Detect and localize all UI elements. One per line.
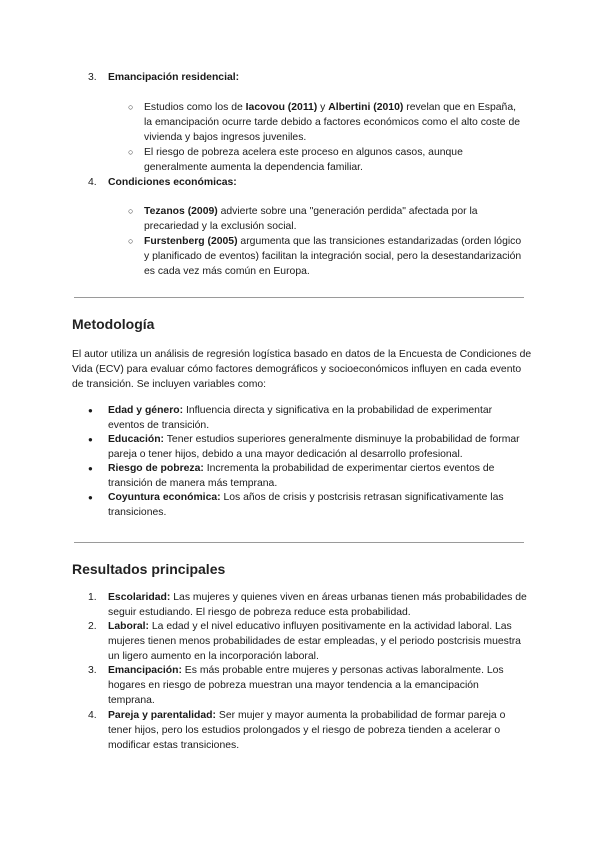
- list-number: 3.: [88, 665, 97, 676]
- list-item-emancipacion: [88, 70, 528, 85]
- bullet-label: Educación:: [108, 434, 165, 445]
- list-number: 2.: [88, 621, 97, 632]
- list-item-label: Emancipación:: [108, 665, 182, 676]
- filled-circle-bullet: ●: [88, 493, 93, 502]
- section-heading-metodologia: Metodología: [72, 316, 155, 332]
- list-item-title: Emancipación residencial:: [108, 72, 240, 83]
- text-segment: y: [317, 102, 329, 113]
- bullet-text: Tener estudios superiores generalmente disminuye la probabilidad de formar pareja o tener hijos, debido a una mayor dedicación al desarrollo profesional.: [108, 434, 520, 460]
- author-citation: Tezanos (2009): [144, 206, 218, 217]
- filled-circle-bullet: ●: [88, 464, 93, 473]
- bullet-text: Los años de crisis y postcrisis retrasan significativamente las transiciones.: [108, 492, 504, 518]
- list-item-label: Laboral:: [108, 621, 149, 632]
- filled-circle-bullet: ●: [88, 435, 93, 444]
- text-segment: advierte sobre una "generación perdida" afectada por la precariedad y la exclusión social.: [144, 206, 478, 232]
- text-segment: argumenta que las transiciones estandarizadas (orden lógico y planificado de eventos) facilitan la integración social, pero la desestandarización es cada vez más común en Europa.: [144, 236, 522, 277]
- list-item-label: Pareja y parentalidad:: [108, 710, 216, 721]
- section-heading-resultados: Resultados principales: [72, 561, 226, 577]
- filled-circle-bullet: ●: [88, 406, 93, 415]
- horizontal-divider: [74, 297, 524, 298]
- author-citation: Albertini (2010): [328, 102, 404, 113]
- list-number: 4.: [88, 177, 97, 188]
- sub-list-item: [128, 234, 523, 279]
- list-item: [88, 619, 528, 664]
- bullet-item: [88, 461, 528, 491]
- list-item-text: Ser mujer y mayor aumenta la probabilidad de formar pareja o tener hijos, pero los estudios prolongados y el riesgo de pobreza tienden a acelerar o modificar estas transiciones.: [108, 710, 506, 751]
- bullet-label: Riesgo de pobreza:: [108, 463, 204, 474]
- list-number: 1.: [88, 592, 97, 603]
- list-number: 4.: [88, 710, 97, 721]
- list-item-text: Es más probable entre mujeres y personas activas laboralmente. Los hogares en riesgo de pobreza muestran una mayor tendencia a la emancipación temprana.: [108, 665, 504, 706]
- hollow-circle-bullet: ○: [128, 147, 134, 157]
- sub-list-item: [128, 145, 523, 175]
- list-item-condiciones: [88, 175, 528, 190]
- text-segment: revelan que en España, la emancipación ocurre tarde debido a factores económicos como el alto coste de vivienda y bajos ingresos juveniles.: [144, 102, 521, 143]
- text-segment: Estudios como los de: [144, 102, 246, 113]
- list-number: 3.: [88, 72, 97, 83]
- bullet-item: [88, 403, 528, 433]
- author-citation: Iacovou (2011): [245, 102, 318, 113]
- bullet-label: Edad y género:: [108, 405, 184, 416]
- sub-list-item: [128, 204, 523, 234]
- list-item-label: Escolaridad:: [108, 592, 171, 603]
- hollow-circle-bullet: ○: [128, 206, 134, 216]
- author-citation: Furstenberg (2005): [144, 236, 238, 247]
- bullet-label: Coyuntura económica:: [108, 492, 221, 503]
- sub-list-item: [128, 100, 523, 145]
- list-item: [88, 590, 528, 620]
- list-item-text: Las mujeres y quienes viven en áreas urbanas tienen más probabilidades de seguir estudiando. El riesgo de pobreza reduce esta probabilidad.: [108, 592, 527, 618]
- paragraph-metodologia-intro: El autor utiliza un análisis de regresión logística basado en datos de la Encuesta de Condiciones de Vida (ECV) para evaluar cómo factores demográficos y socioeconómicos influyen en cada evento de transición. Se incluyen variables como:: [72, 349, 532, 390]
- hollow-circle-bullet: ○: [128, 236, 134, 246]
- list-item-title: Condiciones económicas:: [108, 177, 237, 188]
- list-item: [88, 663, 528, 708]
- horizontal-divider: [74, 542, 524, 543]
- list-item: [88, 708, 528, 753]
- bullet-text: Influencia directa y significativa en la probabilidad de experimentar eventos de transición.: [108, 405, 493, 431]
- bullet-text: Incrementa la probabilidad de experimentar ciertos eventos de transición de manera más temprana.: [108, 463, 495, 489]
- bullet-item: [88, 490, 528, 520]
- list-item-text: La edad y el nivel educativo influyen positivamente en la actividad laboral. Las mujeres tienen menos probabilidades de estar empleadas, y el periodo postcrisis muestra un ligero aumento en la incorporación laboral.: [108, 621, 521, 662]
- sub-item-text: El riesgo de pobreza acelera este proceso en algunos casos, aunque generalmente aumenta la dependencia familiar.: [144, 147, 463, 173]
- bullet-item: [88, 432, 528, 462]
- hollow-circle-bullet: ○: [128, 102, 134, 112]
